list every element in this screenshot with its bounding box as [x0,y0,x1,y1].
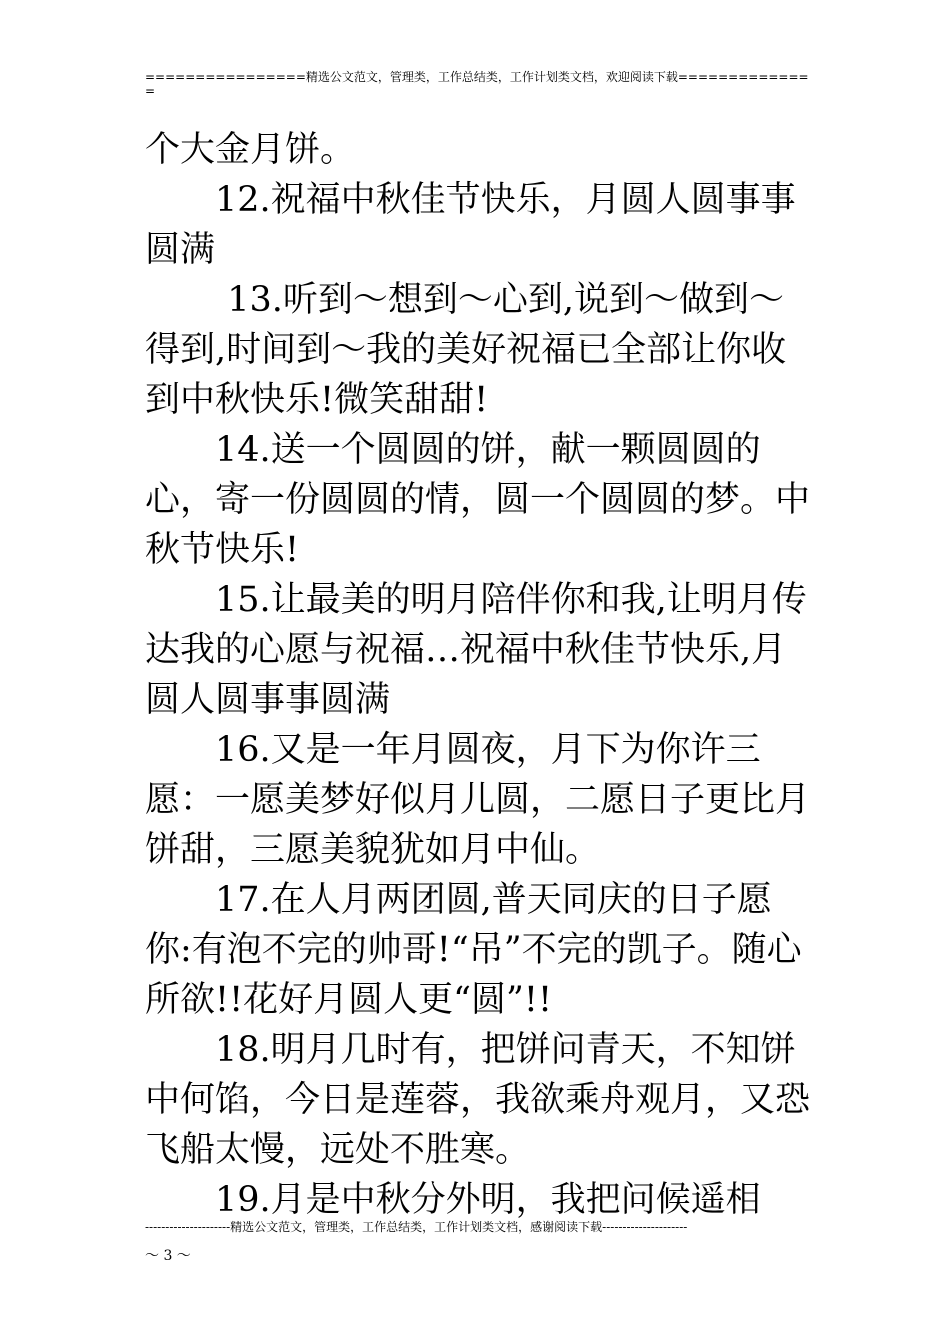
paragraph-19: 19.月是中秋分外明，我把问候遥相 [215,1180,761,1220]
page-footer: ---------------------精选公文范文，管理类，工作总结类，工作计划类文档，感谢阅读下载--------------------- [145,1220,688,1234]
page-header: ================精选公文范文，管理类，工作总结类，工作计划类文档，欢迎阅读下载============== [145,70,809,98]
page-number: ～ 3 ～ [145,1248,191,1264]
paragraph-16: 16.又是一年月圆夜，月下为你许三愿：一愿美梦好似月儿圆，二愿日子更比月饼甜，三愿美貌犹如月中仙。 [145,730,811,870]
paragraph-17: 17.在人月两团圆,普天同庆的日子愿你:有泡不完的帅哥!“吊”不完的凯子。随心所欲!!花好月圆人更“圆”!! [145,880,802,1020]
paragraph-15: 15.让最美的明月陪伴你和我,让明月传达我的心愿与祝福…祝福中秋佳节快乐,月圆人圆事事圆满 [145,580,807,720]
paragraph-13: 13.听到～想到～心到,说到～做到～得到,时间到～我的美好祝福已全部让你收到中秋快乐!微笑甜甜! [145,280,787,420]
document-body [145,125,817,1225]
paragraph-12: 12.祝福中秋佳节快乐，月圆人圆事事圆满 [145,180,796,270]
paragraph-continuation: 个大金月饼。 [145,130,356,170]
paragraph-14: 14.送一个圆圆的饼，献一颗圆圆的心，寄一份圆圆的情，圆一个圆圆的梦。中秋节快乐! [145,430,811,570]
paragraph-18: 18.明月几时有，把饼问青天，不知饼中何馅，今日是莲蓉，我欲乘舟观月，又恐飞船太慢，远处不胜寒。 [145,1030,811,1170]
